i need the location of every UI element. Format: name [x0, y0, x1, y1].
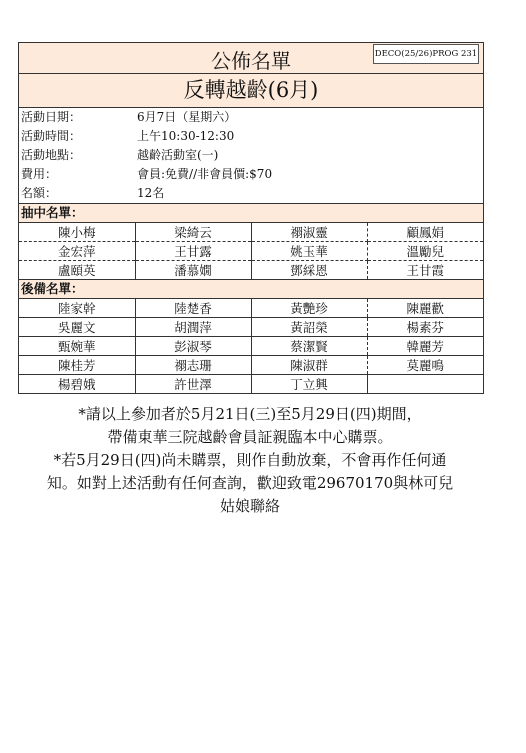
info-row-quota	[19, 184, 483, 203]
info-label: 活動時間：	[21, 129, 82, 143]
name-cell: 黃艷珍	[251, 299, 367, 318]
note-line: 帶備東華三院越齡會員証親臨本中心購票。	[107, 428, 393, 446]
name-cell: 甄婉華	[19, 337, 135, 356]
name-cell: 楊碧娥	[19, 375, 135, 394]
name-cell: 王甘露	[135, 242, 251, 261]
info-label: 活動日期：	[21, 110, 82, 124]
name-cell: 溫勵兒	[367, 242, 483, 261]
name-cell: 盧頤英	[19, 261, 135, 280]
info-value: 6月7日（星期六）	[137, 110, 237, 124]
name-cell: 禤志珊	[135, 356, 251, 375]
info-row-date	[19, 108, 483, 127]
name-cell: 陸楚香	[135, 299, 251, 318]
name-cell: 莫麗鳴	[367, 356, 483, 375]
name-cell: 黃詔榮	[251, 318, 367, 337]
name-cell: 禤淑靈	[251, 223, 367, 242]
activity-title: 反轉越齡(6月)	[19, 74, 483, 108]
name-cell: 姚玉華	[251, 242, 367, 261]
info-value: 上午10:30-12:30	[137, 129, 235, 143]
info-label: 名額：	[21, 186, 58, 200]
name-cell: 陳小梅	[19, 223, 135, 242]
table-row	[19, 337, 483, 356]
name-cell	[367, 375, 483, 394]
name-cell: 梁綺云	[135, 223, 251, 242]
table-row	[19, 223, 483, 242]
info-value: 12名	[137, 186, 165, 200]
note-line: *請以上參加者於5月21日(三)至5月29日(四)期間，	[78, 405, 422, 423]
info-value: 越齡活動室(一)	[137, 148, 219, 162]
info-row-location	[19, 146, 483, 165]
name-cell: 顧鳳娟	[367, 223, 483, 242]
note-line: 姑娘聯絡	[219, 497, 280, 515]
title-row	[19, 43, 483, 74]
info-value: 會員:免費//非會員價:$70	[137, 167, 273, 181]
selected-list-header: 抽中名單：	[19, 203, 483, 223]
table-row	[19, 261, 483, 280]
name-cell: 陸家幹	[19, 299, 135, 318]
program-code: DECO(25/26)PROG 231	[373, 44, 479, 64]
table-row	[19, 356, 483, 375]
info-label: 活動地點：	[21, 148, 82, 162]
table-row	[19, 299, 483, 318]
activity-info	[19, 108, 483, 203]
name-cell: 韓麗芳	[367, 337, 483, 356]
waitlist-table	[19, 299, 483, 393]
name-cell: 王甘霞	[406, 263, 444, 278]
name-cell: 彭淑琴	[135, 337, 251, 356]
announcement-sheet	[18, 42, 484, 394]
name-cell: 金宏萍	[19, 242, 135, 261]
info-label: 費用：	[21, 167, 58, 181]
info-row-time	[19, 127, 483, 146]
name-cell: 許世澤	[135, 375, 251, 394]
name-cell: 陳麗歡	[367, 299, 483, 318]
note-line: *若5月29日(四)尚未購票，則作自動放棄，不會再作任何通	[53, 451, 447, 469]
note-line: 知。如對上述活動有任何查詢，歡迎致電29670170與林可兒	[46, 474, 454, 492]
waitlist-header: 後備名單：	[19, 279, 483, 299]
name-cell: 鄧綵恩	[251, 261, 367, 280]
table-row	[19, 242, 483, 261]
name-cell: 潘慕嫺	[135, 261, 251, 280]
name-cell: 蔡潔賢	[251, 337, 367, 356]
notes-block	[18, 403, 482, 518]
name-cell: 胡潤萍	[135, 318, 251, 337]
name-cell: 丁立興	[251, 375, 367, 394]
selected-list-table	[19, 223, 483, 279]
name-cell: 陳桂芳	[19, 356, 135, 375]
document-title: 公佈名單	[211, 49, 291, 73]
info-row-fee	[19, 165, 483, 184]
table-row	[19, 318, 483, 337]
table-row	[19, 375, 483, 394]
name-cell: 楊素芬	[367, 318, 483, 337]
name-cell: 吳麗文	[19, 318, 135, 337]
name-cell: 陳淑群	[251, 356, 367, 375]
